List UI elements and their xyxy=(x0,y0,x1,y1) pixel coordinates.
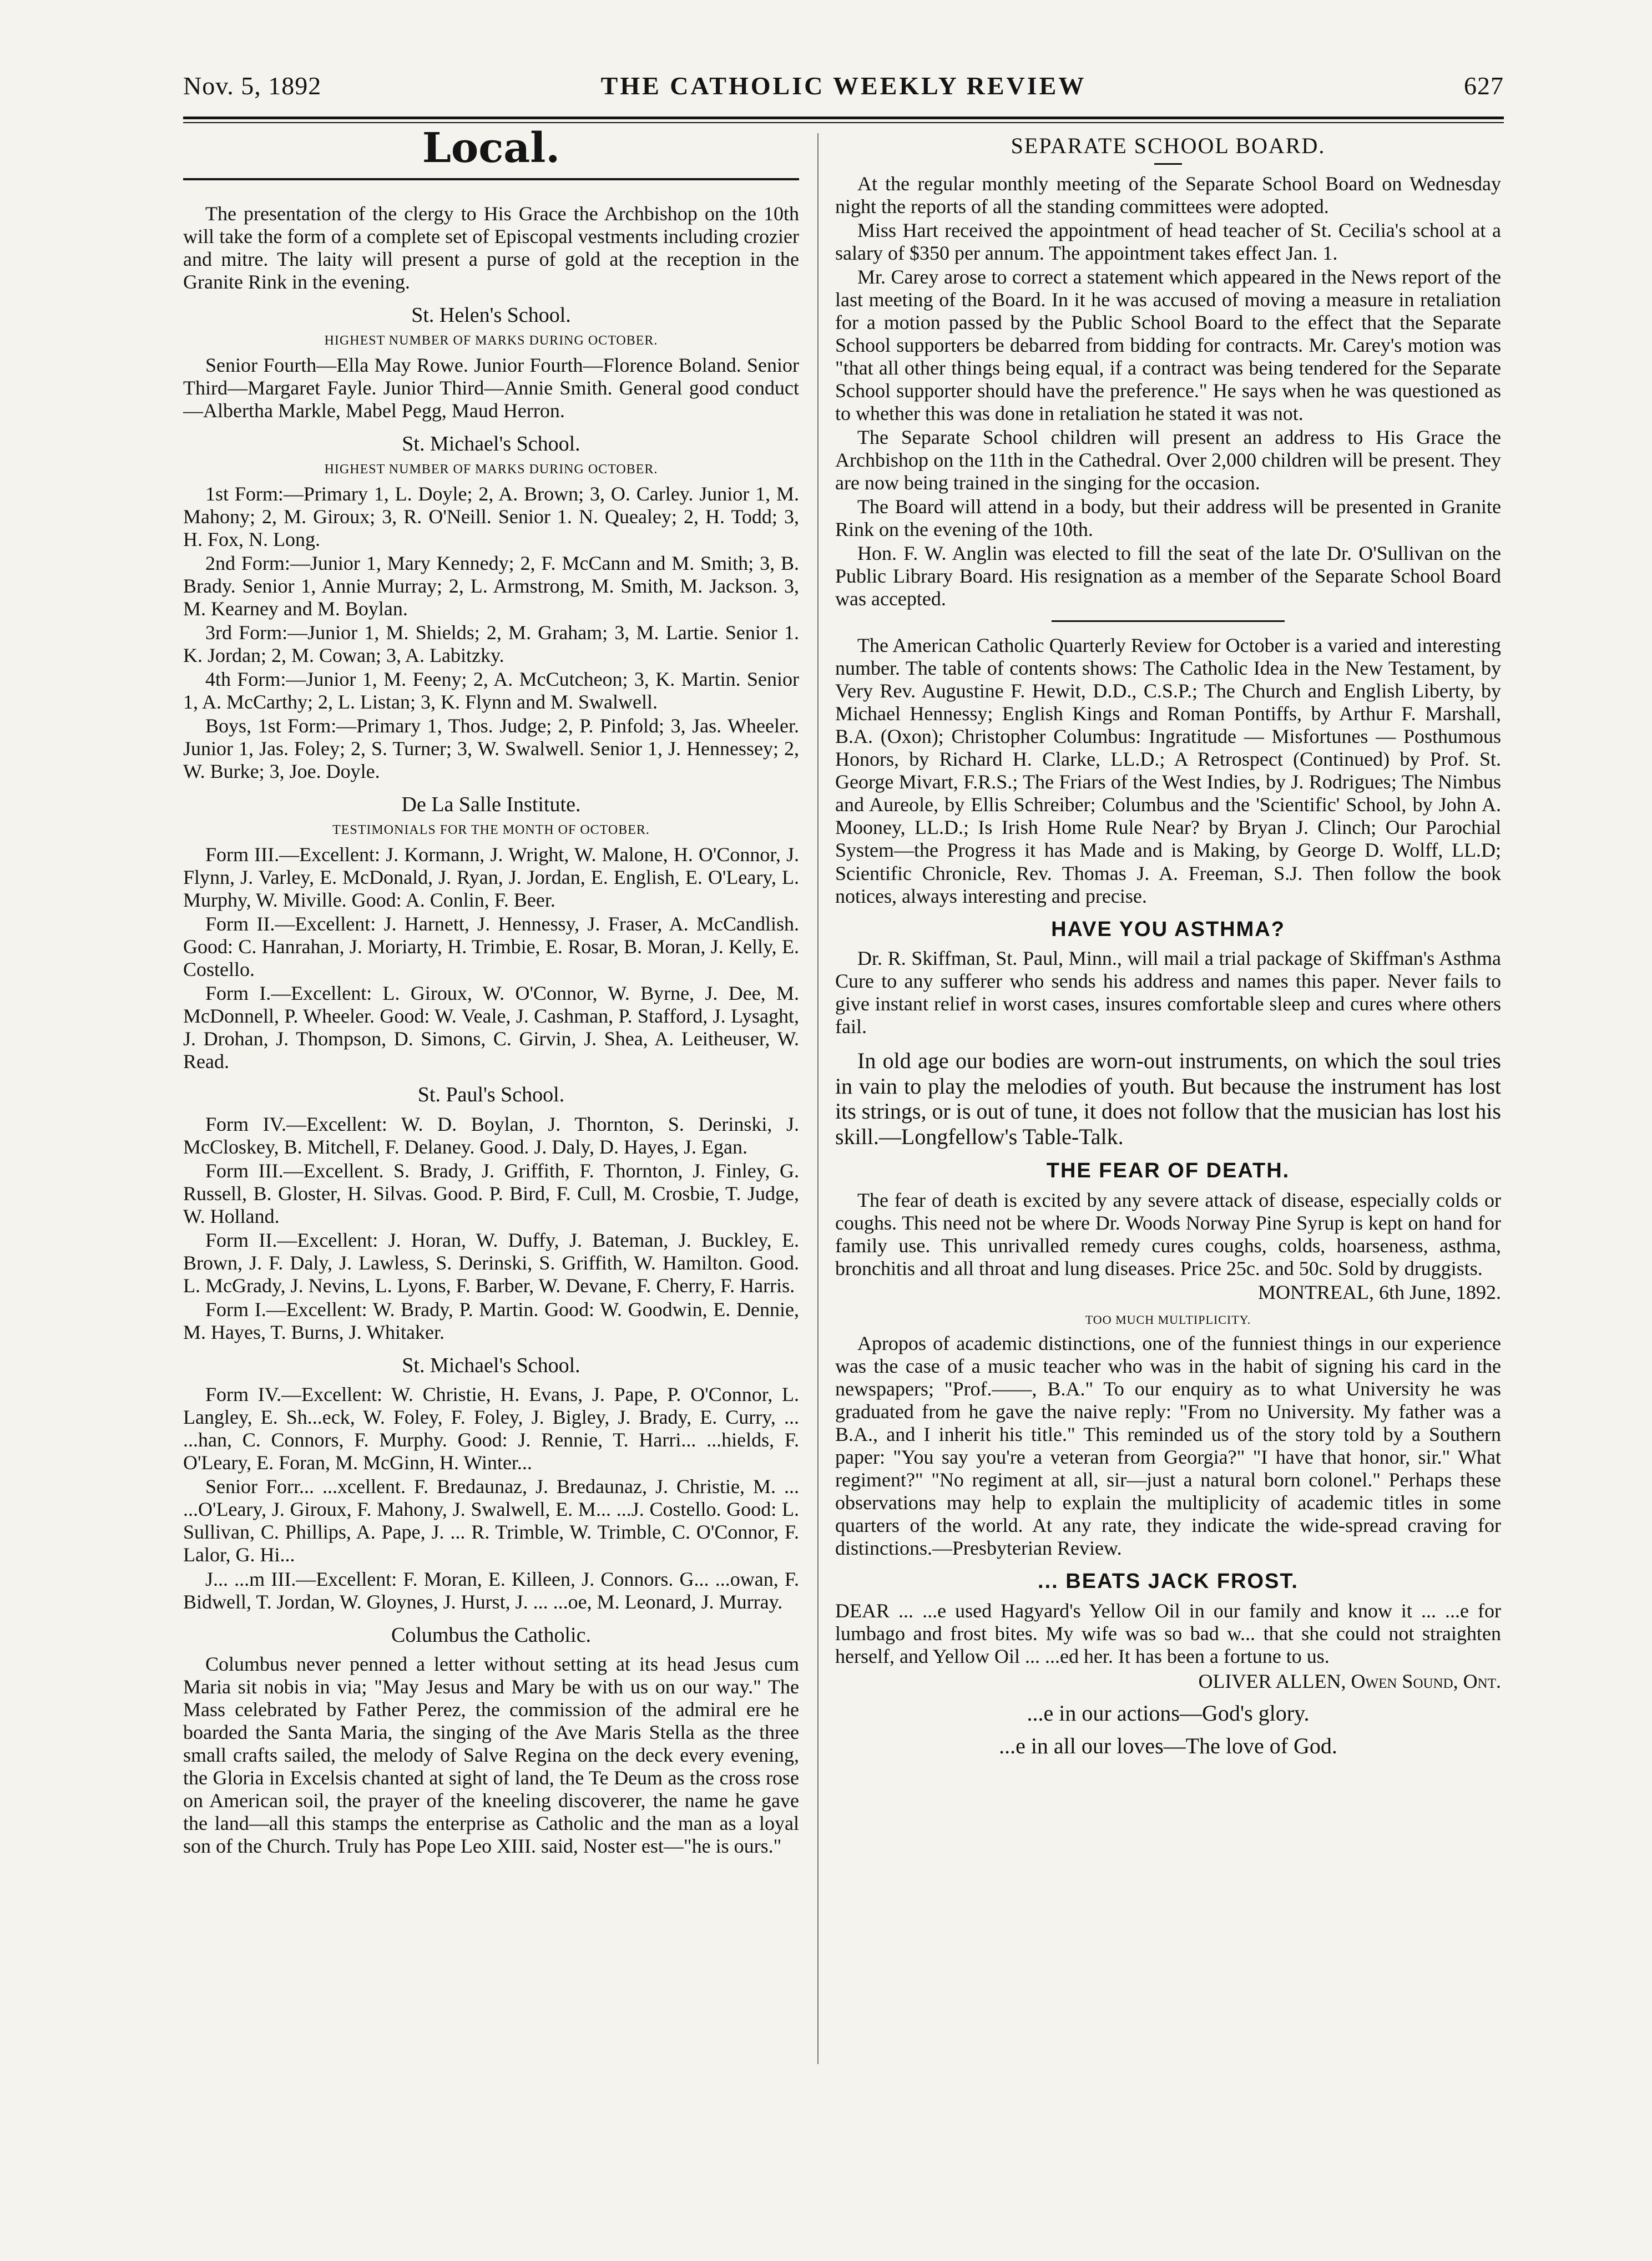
st-helens-subheading: HIGHEST NUMBER OF MARKS DURING OCTOBER. xyxy=(324,333,658,348)
fear-dateline: MONTREAL, 6th June, 1892. xyxy=(1258,1281,1501,1303)
st-michaels-2-senior: Senior Forr... ...xcellent. F. Bredaunaz, J. Bredaunaz, J. Christie, M. ... ...O'Leary, J. Giroux, F. Mahony, J. Swalwell, E. M... ...J. Costello. Good: L. Sullivan, C. Phillips, A. Pape, J. ... R. Trimble, W. Trimble, C. O'Connor, F. Lalor, G. Hi... xyxy=(183,1475,799,1566)
section-rule xyxy=(1052,620,1285,622)
intro-paragraph: The presentation of the clergy to His Grace the Archbishop on the 10th will take the form of a complete set of Episcopal vestments including crozier and mitre. The laity will present a purse of gold at the reception in the Granite Rink in the evening. xyxy=(183,203,799,294)
st-michaels-form-4: 4th Form:—Junior 1, M. Feeny; 2, A. McCutcheon; 3, K. Martin. Senior 1, A. McCarthy; 2, L. Listan; 3, K. Flynn and M. Swalwell. xyxy=(183,668,799,714)
de-la-salle-form-1: Form I.—Excellent: L. Giroux, W. O'Connor, W. Byrne, J. Dee, M. McDonnell, P. Wheeler. Good: W. Veale, J. Cashman, P. Stafford, J. Lysaght, J. Drohan, J. Thompson, D. Simons, C. Girvin, J. Shea, A. Leitheuser, W. Read. xyxy=(183,982,799,1073)
st-michaels-subheading: HIGHEST NUMBER OF MARKS DURING OCTOBER. xyxy=(324,462,658,477)
asthma-heading: HAVE YOU ASTHMA? xyxy=(1051,917,1285,941)
board-p3: Mr. Carey arose to correct a statement which appeared in the News report of the last meeting of the Board. In it he was accused of moving a measure in retaliation for a motion passed by the Public School Board to the effect that the Separate School supporters be debarred from bidding for contracts. Mr. Carey's motion was "that all other things being equal, if a contract was being tendered for the Separate School supporter should have the preference." He says when he was questioned as to whether this was done in retaliation he stated it was not. xyxy=(835,265,1501,424)
publication-title: THE CATHOLIC WEEKLY REVIEW xyxy=(600,72,1087,100)
closing-line-2: ...e in all our loves—The love of God. xyxy=(999,1733,1337,1759)
page-number: 627 xyxy=(1464,72,1504,100)
st-helens-heading: St. Helen's School. xyxy=(411,304,571,327)
board-p6: Hon. F. W. Anglin was elected to fill the seat of the late Dr. O'Sullivan on the Public Library Board. His resignation as a member of the Separate School Board was accepted. xyxy=(835,542,1501,610)
st-pauls-form-3: Form III.—Excellent. S. Brady, J. Griffith, F. Thornton, J. Finley, G. Russell, B. Gloster, H. Silvas. Good. P. Bird, F. Cull, M. Crosbie, T. Judge, W. Holland. xyxy=(183,1159,799,1227)
de-la-salle-heading: De La Salle Institute. xyxy=(401,793,581,817)
local-title-rule xyxy=(183,178,799,180)
fear-heading: THE FEAR OF DEATH. xyxy=(1046,1159,1290,1183)
st-helens-text: Senior Fourth—Ella May Rowe. Junior Fourth—Florence Boland. Senior Third—Margaret Fayle. Junior Third—Annie Smith. General good conduct—Albertha Markle, Mabel Pegg, Maud Herron. xyxy=(183,354,799,422)
st-michaels-2-heading: St. Michael's School. xyxy=(402,1353,580,1377)
de-la-salle-form-3: Form III.—Excellent: J. Kormann, J. Wright, W. Malone, H. O'Connor, J. Flynn, J. Varley, E. McDonald, J. Ryan, J. Jordan, E. English, E. O'Leary, L. Murphy, W. Miville. Good: A. Conlin, F. Beer. xyxy=(183,843,799,912)
de-la-salle-subheading: TESTIMONIALS FOR THE MONTH OF OCTOBER. xyxy=(332,822,650,837)
multiplicity-text: Apropos of academic distinctions, one of the funniest things in our experience was the case of a music teacher who was in the habit of signing his card in the newspapers; "Prof.——, B.A." To our enquiry as to what University he was graduated from he gave the naive reply: "From no University. My father was a B.A., and I inherit his title." This reminded us of the story told by a Southern paper: "You say you're a veteran from Georgia?" "I have that honor, sir." What regiment?" "No regiment at all, sir—just a natural born colonel." Perhaps these observations may help to explain the multiplicity of academic titles in some quarters of the world. At any rate, they indicate the wide-spread craving for distinctions.—Presbyterian Review. xyxy=(835,1332,1501,1560)
quarterly-review-text: The American Catholic Quarterly Review for October is a varied and interesting number. The table of contents shows: The Catholic Idea in the New Testament, by Very Rev. Augustine F. Hewit, D.D., C.S.P.; The Church and English Liberty, by Michael Hennessy; English Kings and Roman Pontiffs, by Arthur F. Marshall, B.A. (Oxon); Christopher Columbus: Ingratitude — Misfortunes — Posthumous Honors, by Richard H. Clarke, LL.D.; A Retrospect (Continued) by Prof. St. George Mivart, F.R.S.; The Friars of the West Indies, by J. Rodrigues; The Nimbus and Aureole, by Ellis Schreiber; Columbus and the 'Scientific' School, by John A. Mooney, LL.D.; Is Irish Home Rule Near? by Bryan J. Clinch; Our Parochial System—the Progress it has Made and is Making, by George D. Wolff, LL.D; Scientific Chronicle, Rev. Thomas J. A. Freeman, S.J. Then follow the book notices, always interesting and precise. xyxy=(835,634,1501,907)
st-pauls-heading: St. Paul's School. xyxy=(417,1083,565,1107)
st-michaels-heading: St. Michael's School. xyxy=(402,432,580,456)
st-pauls-form-2: Form II.—Excellent: J. Horan, W. Duffy, J. Bateman, J. Buckley, E. Brown, J. F. Daly, J. Lawless, S. Derinski, S. Griffith, W. Hamilton. Good. L. McGrady, J. Nevins, L. Lyons, F. Barber, W. Devane, F. Cherry, F. Harris. xyxy=(183,1228,799,1297)
board-heading: SEPARATE SCHOOL BOARD. xyxy=(1011,133,1326,158)
issue-date: Nov. 5, 1892 xyxy=(183,72,322,100)
header-rule-top xyxy=(183,117,1504,119)
st-michaels-2-junior: J... ...m III.—Excellent: F. Moran, E. Killeen, J. Connors. G... ...owan, F. Bidwell, T. Jordan, W. Gloynes, J. Hurst, J. ... ...oe, M. Leonard, J. Murray. xyxy=(183,1567,799,1613)
column-divider xyxy=(817,133,819,2064)
st-michaels-form-2: 2nd Form:—Junior 1, Mary Kennedy; 2, F. McCann and M. Smith; 3, B. Brady. Senior 1, Annie Murray; 2, L. Armstrong, M. Smith, M. Jackson. 3, M. Kearney and M. Boylan. xyxy=(183,552,799,620)
frost-text: DEAR ... ...e used Hagyard's Yellow Oil in our family and know it ... ...e for lumbago and frost bites. My wife was so bad w... that she could not straighten herself, and Yellow Oil ... ...ed her. It has been a fortune to us. xyxy=(835,1599,1501,1667)
de-la-salle-form-2: Form II.—Excellent: J. Harnett, J. Hennessy, J. Fraser, A. McCandlish. Good: C. Hanrahan, J. Moriarty, H. Trimbie, E. Rosar, B. Moran, J. Kelly, E. Costello. xyxy=(183,913,799,981)
asthma-text: Dr. R. Skiffman, St. Paul, Minn., will mail a trial package of Skiffman's Asthma Cure to any sufferer who sends his address and names this paper. Never fails to give instant relief in worst cases, insures comfortable sleep and cures where others fail. xyxy=(835,947,1501,1038)
st-pauls-form-1: Form I.—Excellent: W. Brady, P. Martin. Good: W. Goodwin, E. Dennie, M. Hayes, T. Burns, J. Whitaker. xyxy=(183,1298,799,1343)
fear-text: The fear of death is excited by any severe attack of disease, especially colds or coughs. This need not be where Dr. Woods Norway Pine Syrup is kept on hand for family use. This unrivalled remedy cures coughs, colds, hoarseness, asthma, bronchitis and all throat and lung diseases. Price 25c. and 50c. Sold by druggists. xyxy=(835,1188,1501,1279)
header-rule-bottom xyxy=(183,122,1504,123)
columbus-text: Columbus never penned a letter without setting at its head Jesus cum Maria sit nobis in via; "May Jesus and Mary be with us on our way." The Mass celebrated by Father Perez, the commission of the admiral ere he boarded the Santa Maria, the singing of the Ave Maris Stella as the three small crafts sailed, the melody of Salve Regina on the deck every evening, the Gloria in Excelsis chanted at sight of land, the Te Deum as the cross rose on American soil, the prayer of the kneeling discoverer, the name he gave the land—all this stamps the enterprise as Catholic and the man as a loyal son of the Church. Truly has Pope Leo XIII. said, Noster est—"he is ours." xyxy=(183,1652,799,1858)
board-p2: Miss Hart received the appointment of head teacher of St. Cecilia's school at a salary of $350 per annum. The appointment takes effect Jan. 1. xyxy=(835,219,1501,264)
frost-signature: OLIVER ALLEN, Owen Sound, Ont. xyxy=(1198,1670,1501,1692)
st-michaels-form-3: 3rd Form:—Junior 1, M. Shields; 2, M. Graham; 3, M. Lartie. Senior 1. K. Jordan; 2, M. Cowan; 3, A. Labitzky. xyxy=(183,621,799,667)
st-michaels-form-1: 1st Form:—Primary 1, L. Doyle; 2, A. Brown; 3, O. Carley. Junior 1, M. Mahony; 2, M. Giroux; 3, R. O'Neill. Senior 1. N. Quealey; 2, H. Todd; 3, H. Fox, N. Long. xyxy=(183,482,799,550)
st-michaels-2-form-4: Form IV.—Excellent: W. Christie, H. Evans, J. Pape, P. O'Connor, L. Langley, E. Sh...eck, W. Foley, F. Foley, J. Bigley, J. Brady, E. Curry, ... ...han, C. Connors, F. Murphy. Good: J. Rennie, T. Harri... ...hields, F. O'Leary, E. Foran, M. McGinn, H. Winter... xyxy=(183,1383,799,1474)
multiplicity-heading: TOO MUCH MULTIPLICITY. xyxy=(1085,1312,1251,1327)
right-column xyxy=(835,133,1501,1761)
page-header xyxy=(183,71,1504,115)
st-pauls-form-4: Form IV.—Excellent: W. D. Boylan, J. Thornton, S. Derinski, J. McCloskey, B. Mitchell, F. Delaney. Good. J. Daly, D. Hayes, J. Egan. xyxy=(183,1112,799,1158)
st-michaels-boys: Boys, 1st Form:—Primary 1, Thos. Judge; 2, P. Pinfold; 3, Jas. Wheeler. Junior 1, Jas. Foley; 2, S. Turner; 3, W. Swalwell. Senior 1, J. Hennessey; 2, W. Burke; 3, Joe. Doyle. xyxy=(183,715,799,783)
closing-line-1: ...e in our actions—God's glory. xyxy=(1027,1700,1310,1726)
board-p1: At the regular monthly meeting of the Separate School Board on Wednesday night the reports of all the standing committees were adopted. xyxy=(835,172,1501,217)
board-p5: The Board will attend in a body, but their address will be presented in Granite Rink on the evening of the 10th. xyxy=(835,495,1501,541)
board-heading-rule xyxy=(1154,163,1182,165)
columbus-heading: Columbus the Catholic. xyxy=(391,1623,591,1647)
old-age-text: In old age our bodies are worn-out instruments, on which the soul tries in vain to play the melodies of youth. But because the instrument has lost its strings, or is out of tune, it does not follow that the musician has lost his skill.—Longfellow's Table-Talk. xyxy=(835,1048,1501,1149)
left-column xyxy=(183,125,799,1859)
local-section-title: Local. xyxy=(422,124,560,172)
board-p4: The Separate School children will present an address to His Grace the Archbishop on the 11th in the Cathedral. Over 2,000 children will be present. They are now being trained in the singing for the occasion. xyxy=(835,426,1501,494)
frost-heading: ... BEATS JACK FROST. xyxy=(1038,1570,1299,1594)
